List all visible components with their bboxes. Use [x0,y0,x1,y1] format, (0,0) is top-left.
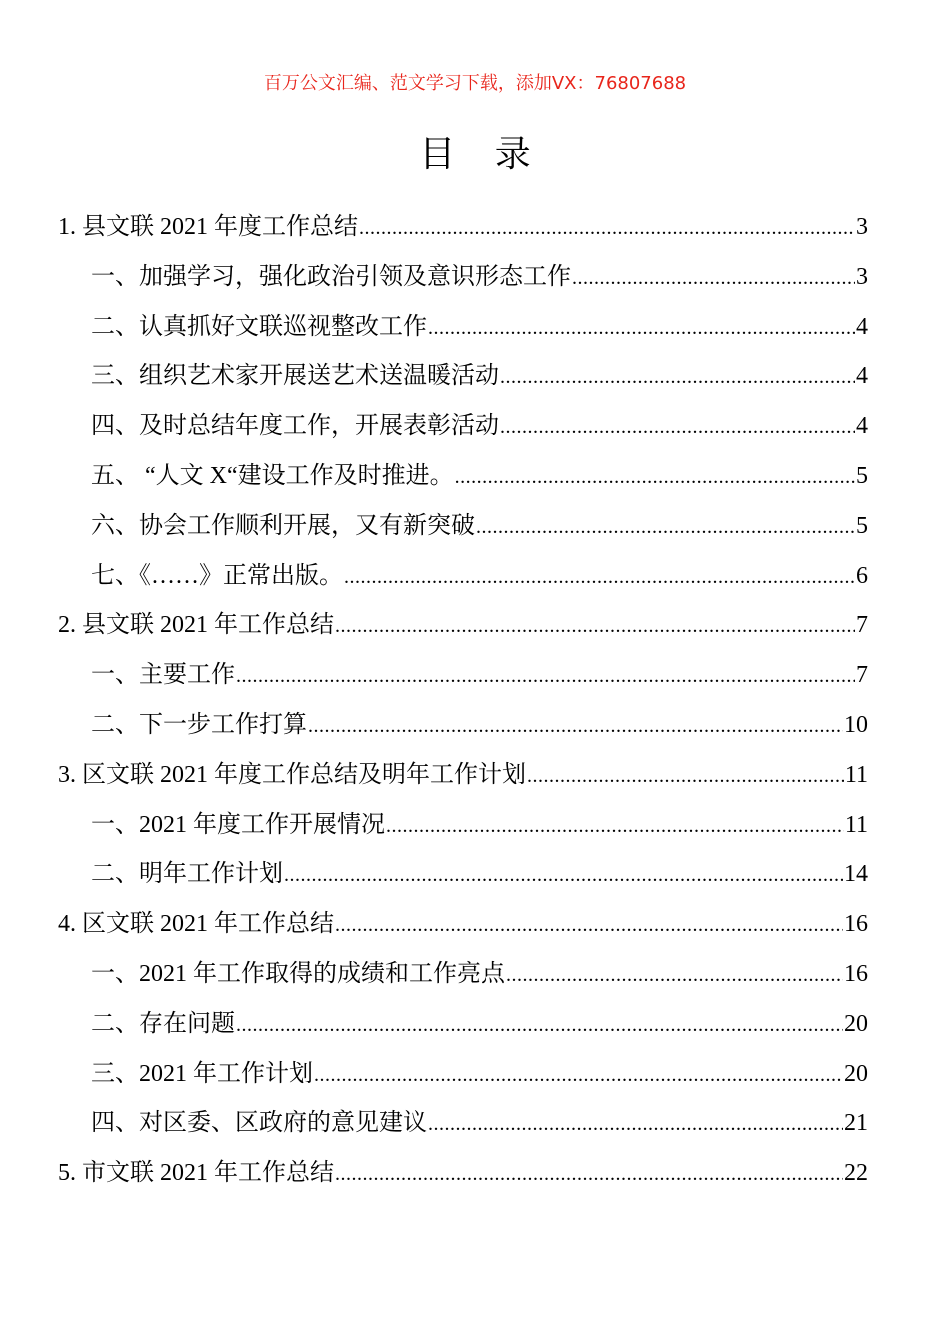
toc-leader-dots [500,353,855,403]
toc-page-number: 20 [844,1060,868,1087]
toc-entry[interactable] [58,1149,868,1199]
toc-entry[interactable] [58,801,868,851]
toc-page-number: 5 [856,512,868,539]
toc-page-number: 4 [856,313,868,340]
toc-entry[interactable] [58,751,868,801]
toc-entry-title: 二、明年工作计划 [91,861,283,888]
toc-leader-dots [428,304,855,354]
toc-page-number: 21 [844,1110,868,1137]
table-of-contents [58,203,868,1199]
toc-leader-dots [236,652,855,702]
toc-entry-title: 四、对区委、区政府的意见建议 [91,1110,427,1137]
toc-page-number: 5 [856,462,868,489]
page-title: 目 录 [419,134,545,175]
toc-entry-title: 4. 区文联 2021 年工作总结 [58,911,334,938]
toc-entry[interactable] [58,850,868,900]
toc-entry-title: 五、 “人文 X“建设工作及时推进。 [91,462,454,489]
toc-leader-dots [359,204,855,254]
toc-page-number: 10 [844,711,868,738]
toc-entry-title: 1. 县文联 2021 年度工作总结 [58,214,358,240]
toc-entry[interactable] [58,1099,868,1149]
toc-entry[interactable] [58,203,868,253]
toc-page-number: 3 [856,263,868,290]
toc-page-number: 4 [856,363,868,390]
toc-entry-title: 一、加强学习，强化政治引领及意识形态工作 [91,263,571,290]
toc-entry[interactable] [58,1050,868,1100]
toc-entry-title: 四、及时总结年度工作，开展表彰活动 [91,413,499,440]
toc-page-number: 20 [844,1010,868,1037]
toc-page-number: 7 [856,612,868,639]
toc-entry-title: 一、2021 年工作取得的成绩和工作亮点 [91,960,505,987]
toc-entry[interactable] [58,601,868,651]
toc-entry[interactable] [58,552,868,602]
toc-leader-dots [335,901,843,951]
toc-page-number: 7 [856,662,868,689]
toc-leader-dots [335,602,855,652]
toc-leader-dots [527,752,844,802]
toc-entry[interactable] [58,352,868,402]
toc-page-number: 11 [844,811,868,838]
toc-page-number: 11 [844,761,868,788]
toc-leader-dots [455,453,855,503]
toc-page-number: 14 [844,861,868,888]
toc-page-number: 16 [844,911,868,938]
toc-leader-dots [506,951,843,1001]
toc-entry-title: 一、主要工作 [91,662,235,689]
toc-entry[interactable] [58,950,868,1000]
toc-entry[interactable] [58,303,868,353]
toc-leader-dots [314,1051,843,1101]
toc-page-number: 4 [856,413,868,440]
toc-entry-title: 六、协会工作顺利开展，又有新突破 [91,512,475,539]
toc-leader-dots [308,702,843,752]
toc-page-number: 6 [856,562,868,589]
toc-entry[interactable] [58,1000,868,1050]
toc-entry[interactable] [58,502,868,552]
toc-entry-title: 七、《……》正常出版。 [91,562,343,589]
toc-leader-dots [284,851,843,901]
toc-entry[interactable] [58,651,868,701]
toc-leader-dots [344,553,855,603]
toc-leader-dots [476,503,855,553]
toc-leader-dots [236,1001,843,1051]
toc-entry-title: 5. 市文联 2021 年工作总结 [58,1160,334,1187]
toc-page-number: 22 [844,1160,868,1187]
toc-entry-title: 二、下一步工作打算 [91,711,307,738]
toc-entry[interactable] [58,701,868,751]
toc-entry[interactable] [58,452,868,502]
toc-page-number: 3 [856,214,868,240]
toc-entry-title: 三、组织艺术家开展送艺术送温暖活动 [91,363,499,390]
toc-leader-dots [386,802,844,852]
toc-page-number: 16 [844,960,868,987]
toc-leader-dots [428,1100,843,1150]
toc-leader-dots [572,254,855,304]
toc-entry-title: 三、2021 年工作计划 [91,1060,313,1087]
toc-entry[interactable] [58,402,868,452]
toc-leader-dots [335,1150,843,1200]
toc-entry-title: 一、2021 年度工作开展情况 [91,811,385,838]
toc-entry-title: 2. 县文联 2021 年工作总结 [58,612,334,639]
toc-entry[interactable] [58,253,868,303]
toc-entry-title: 二、认真抓好文联巡视整改工作 [91,313,427,340]
toc-entry[interactable] [58,900,868,950]
toc-entry-title: 二、存在问题 [91,1010,235,1037]
toc-entry-title: 3. 区文联 2021 年度工作总结及明年工作计划 [58,761,526,788]
header-watermark-note: 百万公文汇编、范文学习下载，添加VX：76807688 [263,73,687,94]
toc-leader-dots [500,403,855,453]
